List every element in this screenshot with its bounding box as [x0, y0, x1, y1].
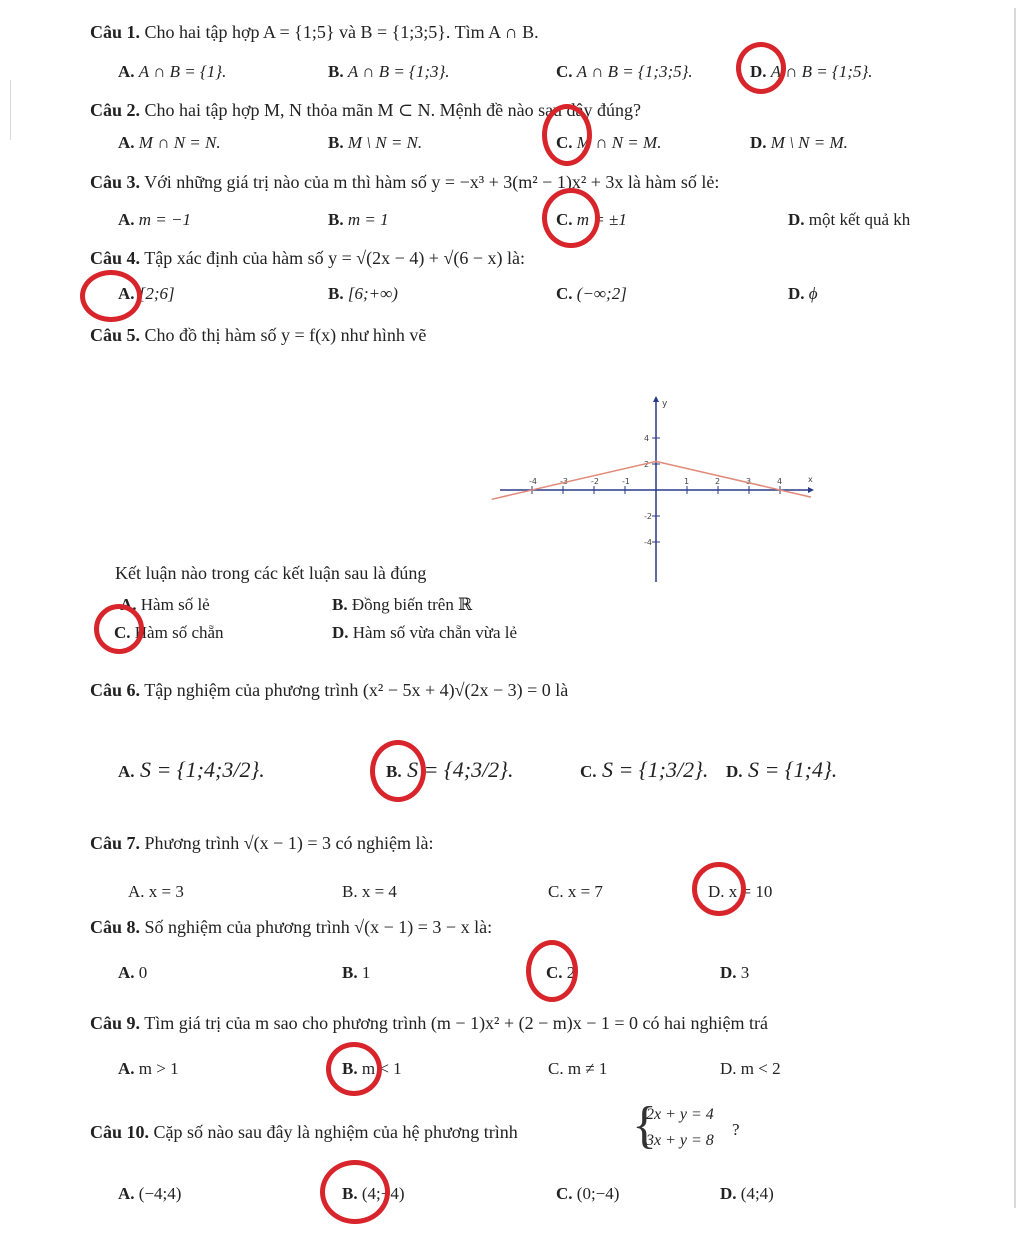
function-graph: [490, 390, 830, 590]
q10-option-b[interactable]: B. (4;−4): [342, 1184, 405, 1203]
q5-option-b[interactable]: B. Đồng biến trên ℝ: [332, 595, 473, 614]
question-5: [90, 325, 426, 346]
q1-option-b[interactable]: B. A ∩ B = {1;3}.: [328, 62, 450, 81]
answer-circle-q10: [320, 1160, 390, 1224]
q6-option-c[interactable]: C. S = {1;3/2}.: [580, 757, 709, 782]
q7-option-b[interactable]: B. x = 4: [342, 882, 397, 901]
x-tick-label: -3: [560, 477, 568, 486]
q7-option-c[interactable]: C. x = 7: [548, 882, 603, 901]
answer-circle-q3: [542, 188, 600, 248]
answer-circle-q2: [542, 104, 592, 166]
question-text: Cho hai tập hợp A = {1;5} và B = {1;3;5}. Tìm A ∩ B.: [144, 22, 539, 42]
question-text: Với những giá trị nào của m thì hàm số y = −x³ + 3(m² − 1)x² + 3x là hàm số lẻ:: [144, 172, 720, 192]
q9-option-d[interactable]: D. m < 2: [720, 1059, 781, 1078]
q8-option-b[interactable]: B. 1: [342, 963, 371, 982]
page-edge-left: [10, 80, 11, 140]
q9-option-c[interactable]: C. m ≠ 1: [548, 1059, 608, 1078]
y-axis-label: y: [662, 399, 668, 409]
answer-circle-q9: [326, 1042, 382, 1096]
q4-option-d[interactable]: D. ϕ: [788, 284, 818, 303]
question-text: Tập xác định của hàm số y = √(2x − 4) + √(6 − x) là:: [144, 248, 525, 268]
system-eq-2: 3x + y = 8: [646, 1132, 714, 1149]
system-eq-1: 2x + y = 4: [646, 1106, 714, 1123]
question-10: [90, 1122, 518, 1143]
q3-option-d[interactable]: D. một kết quả kh: [788, 210, 911, 229]
q5-conclusion: Kết luận nào trong các kết luận sau là đúng: [115, 563, 427, 583]
y-tick-label: 4: [644, 434, 650, 443]
question-number: Câu 2.: [90, 100, 141, 120]
q8-option-c[interactable]: C. 2: [546, 963, 576, 982]
answer-circle-q8: [526, 940, 578, 1002]
question-7: [90, 833, 433, 854]
page-edge-right: [1014, 8, 1016, 1208]
q10-option-c[interactable]: C. (0;−4): [556, 1184, 620, 1203]
x-tick-label: 3: [746, 477, 752, 486]
x-tick-label: 2: [715, 477, 721, 486]
question-text: Cặp số nào sau đây là nghiệm của hệ phương trình: [153, 1122, 518, 1142]
q10-option-a[interactable]: A. (−4;4): [118, 1184, 182, 1203]
q3-option-c[interactable]: C. m = ±1: [556, 210, 627, 229]
question-text: Cho đồ thị hàm số y = f(x) như hình vẽ: [144, 325, 427, 345]
question-4: [90, 248, 525, 269]
q1-option-a[interactable]: A. A ∩ B = {1}.: [118, 62, 227, 81]
q5-option-d[interactable]: D. Hàm số vừa chẵn vừa lẻ: [332, 623, 518, 642]
q4-option-b[interactable]: B. [6;+∞): [328, 284, 398, 303]
x-tick-label: -4: [529, 477, 537, 486]
x-tick-label: -1: [622, 477, 630, 486]
question-number: Câu 10.: [90, 1122, 150, 1142]
answer-circle-q5: [94, 604, 144, 654]
x-axis-label: x: [808, 475, 813, 484]
q10-option-d[interactable]: D. (4;4): [720, 1184, 774, 1203]
question-text: Tìm giá trị của m sao cho phương trình (m − 1)x² + (2 − m)x − 1 = 0 có hai nghiệm trá: [144, 1013, 769, 1033]
question-9: [90, 1013, 768, 1034]
question-8: [90, 917, 492, 938]
question-number: Câu 3.: [90, 172, 141, 192]
x-axis-arrow: [808, 487, 814, 493]
question-6: [90, 680, 568, 701]
q1-option-d[interactable]: D. A ∩ B = {1;5}.: [750, 62, 873, 81]
y-axis-arrow: [653, 396, 659, 402]
x-tick-label: 4: [777, 477, 783, 486]
q9-option-b[interactable]: B. m < 1: [342, 1059, 402, 1078]
q6-option-b[interactable]: B. S = {4;3/2}.: [386, 757, 514, 782]
system-brace: {: [632, 1097, 657, 1154]
question-text: Số nghiệm của phương trình √(x − 1) = 3 − x là:: [144, 917, 493, 937]
question-number: Câu 7.: [90, 833, 141, 853]
x-tick-label: -2: [591, 477, 599, 486]
q7-option-a[interactable]: A. x = 3: [128, 882, 184, 901]
question-text: Tập nghiệm của phương trình (x² − 5x + 4)√(2x − 3) = 0 là: [144, 680, 569, 700]
q8-option-a[interactable]: A. 0: [118, 963, 148, 982]
y-tick-label: -4: [644, 538, 652, 547]
y-tick-label: 2: [644, 460, 650, 469]
question-number: Câu 1.: [90, 22, 141, 42]
q2-option-d[interactable]: D. M \ N = M.: [750, 133, 848, 152]
y-tick-label: -2: [644, 512, 652, 521]
q1-option-c[interactable]: C. A ∩ B = {1;3;5}.: [556, 62, 693, 81]
q3-option-a[interactable]: A. m = −1: [118, 210, 192, 229]
question-number: Câu 5.: [90, 325, 141, 345]
answer-circle-q4: [80, 270, 142, 322]
question-number: Câu 6.: [90, 680, 141, 700]
q2-option-a[interactable]: A. M ∩ N = N.: [118, 133, 221, 152]
x-tick-label: 1: [684, 477, 690, 486]
q5-option-c[interactable]: C. Hàm số chẵn: [114, 623, 224, 642]
q9-option-a[interactable]: A. m > 1: [118, 1059, 179, 1078]
q3-option-b[interactable]: B. m = 1: [328, 210, 389, 229]
question-number: Câu 9.: [90, 1013, 141, 1033]
q4-option-c[interactable]: C. (−∞;2]: [556, 284, 627, 303]
question-text: Cho hai tập hợp M, N thỏa mãn M ⊂ N. Mệnh đề nào sau đây đúng?: [144, 100, 642, 120]
q6-option-d[interactable]: D. S = {1;4}.: [726, 757, 838, 782]
question-number: Câu 8.: [90, 917, 141, 937]
answer-circle-q6: [370, 740, 426, 802]
answer-circle-q1: [736, 42, 786, 94]
question-3: [90, 172, 719, 193]
question-text: Phương trình √(x − 1) = 3 có nghiệm là:: [144, 833, 434, 853]
q2-option-b[interactable]: B. M \ N = N.: [328, 133, 423, 152]
q6-option-a[interactable]: A. S = {1;4;3/2}.: [118, 757, 265, 782]
q7-option-d[interactable]: D. x = 10: [708, 882, 773, 901]
system-suffix: ?: [732, 1120, 740, 1139]
question-1: [90, 22, 539, 43]
q8-option-d[interactable]: D. 3: [720, 963, 750, 982]
q5-option-a[interactable]: A. Hàm số lẻ: [120, 595, 210, 614]
q2-option-c[interactable]: C. M ∩ N = M.: [556, 133, 662, 152]
question-number: Câu 4.: [90, 248, 141, 268]
function-curve: [492, 461, 811, 499]
q4-option-a[interactable]: A. [2;6]: [118, 284, 175, 303]
answer-circle-q7: [692, 862, 746, 916]
